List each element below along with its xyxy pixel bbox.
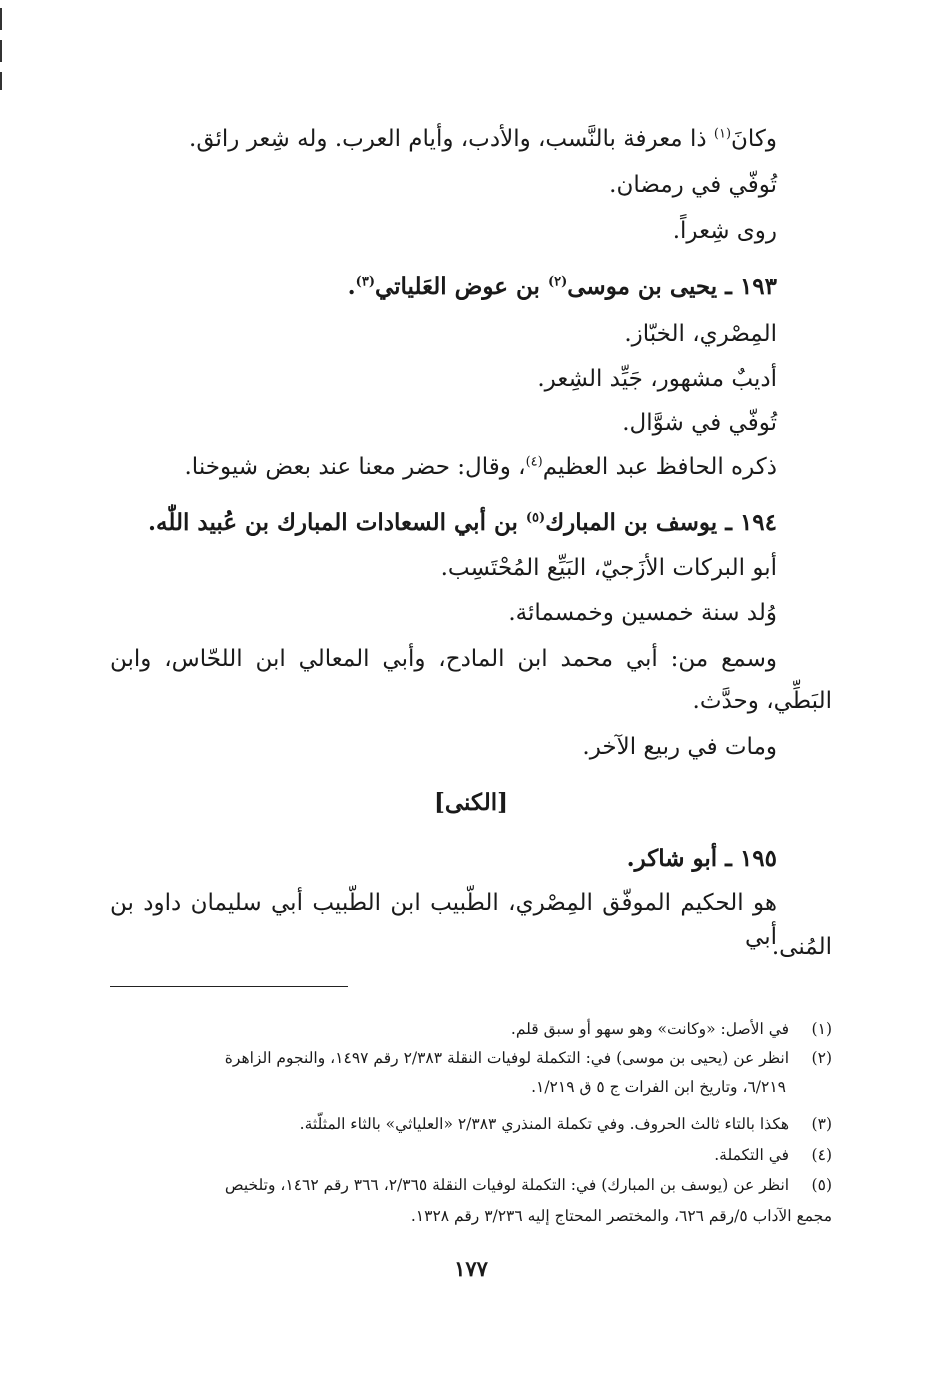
entry192-line3: روى شِعراً.: [672, 218, 777, 244]
footnote-number: (٢): [811, 1049, 832, 1067]
margin-marks: [0, 0, 6, 100]
footnote-text: انظر عن (يحيى بن موسى) في: التكملة لوفيات النقلة ٢/٣٨٣ رقم ١٤٩٧، والنجوم الزاهرة: [224, 1049, 790, 1067]
footnote-4: [110, 1142, 832, 1169]
entry193-line4: [110, 450, 777, 484]
entry193-line1: المِصْري، الخبّاز.: [624, 321, 777, 347]
text: ١٩٣ ـ يحيى بن موسى: [567, 273, 777, 300]
entry195-line2: المُنى.: [771, 934, 832, 960]
footnote-ref: (٤): [525, 454, 543, 470]
footnote-2: [110, 1045, 832, 1072]
entry194-line4: البَطِّي، وحدَّث.: [692, 688, 832, 714]
footnote-ref: (٥): [525, 510, 546, 526]
page-number: ١٧٧: [454, 1256, 488, 1281]
footnote-ref: (٢): [547, 274, 568, 290]
entry194-line2: وُلد سنة خمسين وخمسمائة.: [508, 600, 777, 626]
text: ذا معرفة بالنَّسب، والأدب، وأيام العرب. وله شِعر رائق.: [189, 126, 714, 152]
footnote-number: (٣): [811, 1115, 832, 1133]
text: ١٩٤ ـ يوسف بن المبارك: [545, 509, 777, 536]
footnote-number: (٥): [811, 1176, 832, 1194]
text: ، وقال: حضر معنا عند بعض شيوخنا.: [184, 454, 526, 480]
page: [110, 0, 832, 1375]
text: ذكره الحافظ عبد العظيم: [542, 454, 777, 480]
footnote-divider: [110, 986, 348, 987]
entry194-line1: أبو البركات الأزَجيّ، البَيِّع المُحْتَسِب.: [440, 555, 777, 581]
entry194-line5: ومات في ربيع الآخر.: [582, 734, 777, 760]
text: وكانَ: [731, 126, 777, 152]
footnote-text: هكذا بالتاء ثالث الحروف. وفي تكملة المنذري ٢/٣٨٣ «العلياثي» بالثاء المثلّثة.: [299, 1115, 790, 1133]
entry194-heading: [110, 506, 777, 540]
entry195-line1: هو الحكيم الموفّق المِصْري، الطّبيب ابن الطّبيب أبي سليمان داود بن أبي: [110, 890, 777, 950]
footnote-5-continuation: مجمع الآداب ٥/رقم ٦٢٦، والمختصر المحتاج إليه ٣/٢٣٦ رقم ١٣٢٨.: [410, 1207, 832, 1225]
footnote-5: [110, 1172, 832, 1199]
footnote-text: انظر عن (يوسف بن المبارك) في: التكملة لوفيات النقلة ٢/٣٦٥، ٣٦٦ رقم ١٤٦٢، وتلخيص: [224, 1176, 790, 1194]
footnote-number: (١): [811, 1020, 832, 1038]
entry194-line3: وسمع من: أبي محمد ابن المادح، وأبي المعالي ابن اللحّاس، وابن: [110, 646, 777, 672]
footnote-text: في الأصل: «وكانت» وهو سهو أو سبق قلم.: [510, 1020, 790, 1038]
footnote-number: (٤): [811, 1146, 832, 1164]
footnote-ref: (١): [713, 126, 732, 142]
entry195-heading: ١٩٥ ـ أبو شاكر.: [626, 845, 777, 872]
footnote-2-continuation: ٦/٢١٩، وتاريخ ابن الفرات ج ٥ ق ١/٢١٩.: [531, 1078, 786, 1096]
text: بن عوض العَلياتي: [374, 273, 548, 300]
entry192-line2: تُوفّي في رمضان.: [609, 172, 777, 198]
entry193-line2: أديبٌ مشهور، جَيِّد الشِعر.: [537, 366, 777, 392]
footnote-3: [110, 1111, 832, 1138]
footnote-text: في التكملة.: [714, 1146, 790, 1164]
entry192-line1: [110, 122, 777, 156]
entry193-heading: [110, 270, 777, 304]
text: بن أبي السعادات المبارك بن عُبيد اللّٰه.: [148, 509, 526, 536]
section-title: [الكنى]: [434, 789, 508, 816]
footnote-1: [110, 1016, 832, 1043]
entry193-line3: تُوفّي في شوَّال.: [622, 410, 777, 436]
text: .: [347, 273, 356, 300]
footnote-ref: (٣): [355, 274, 375, 290]
